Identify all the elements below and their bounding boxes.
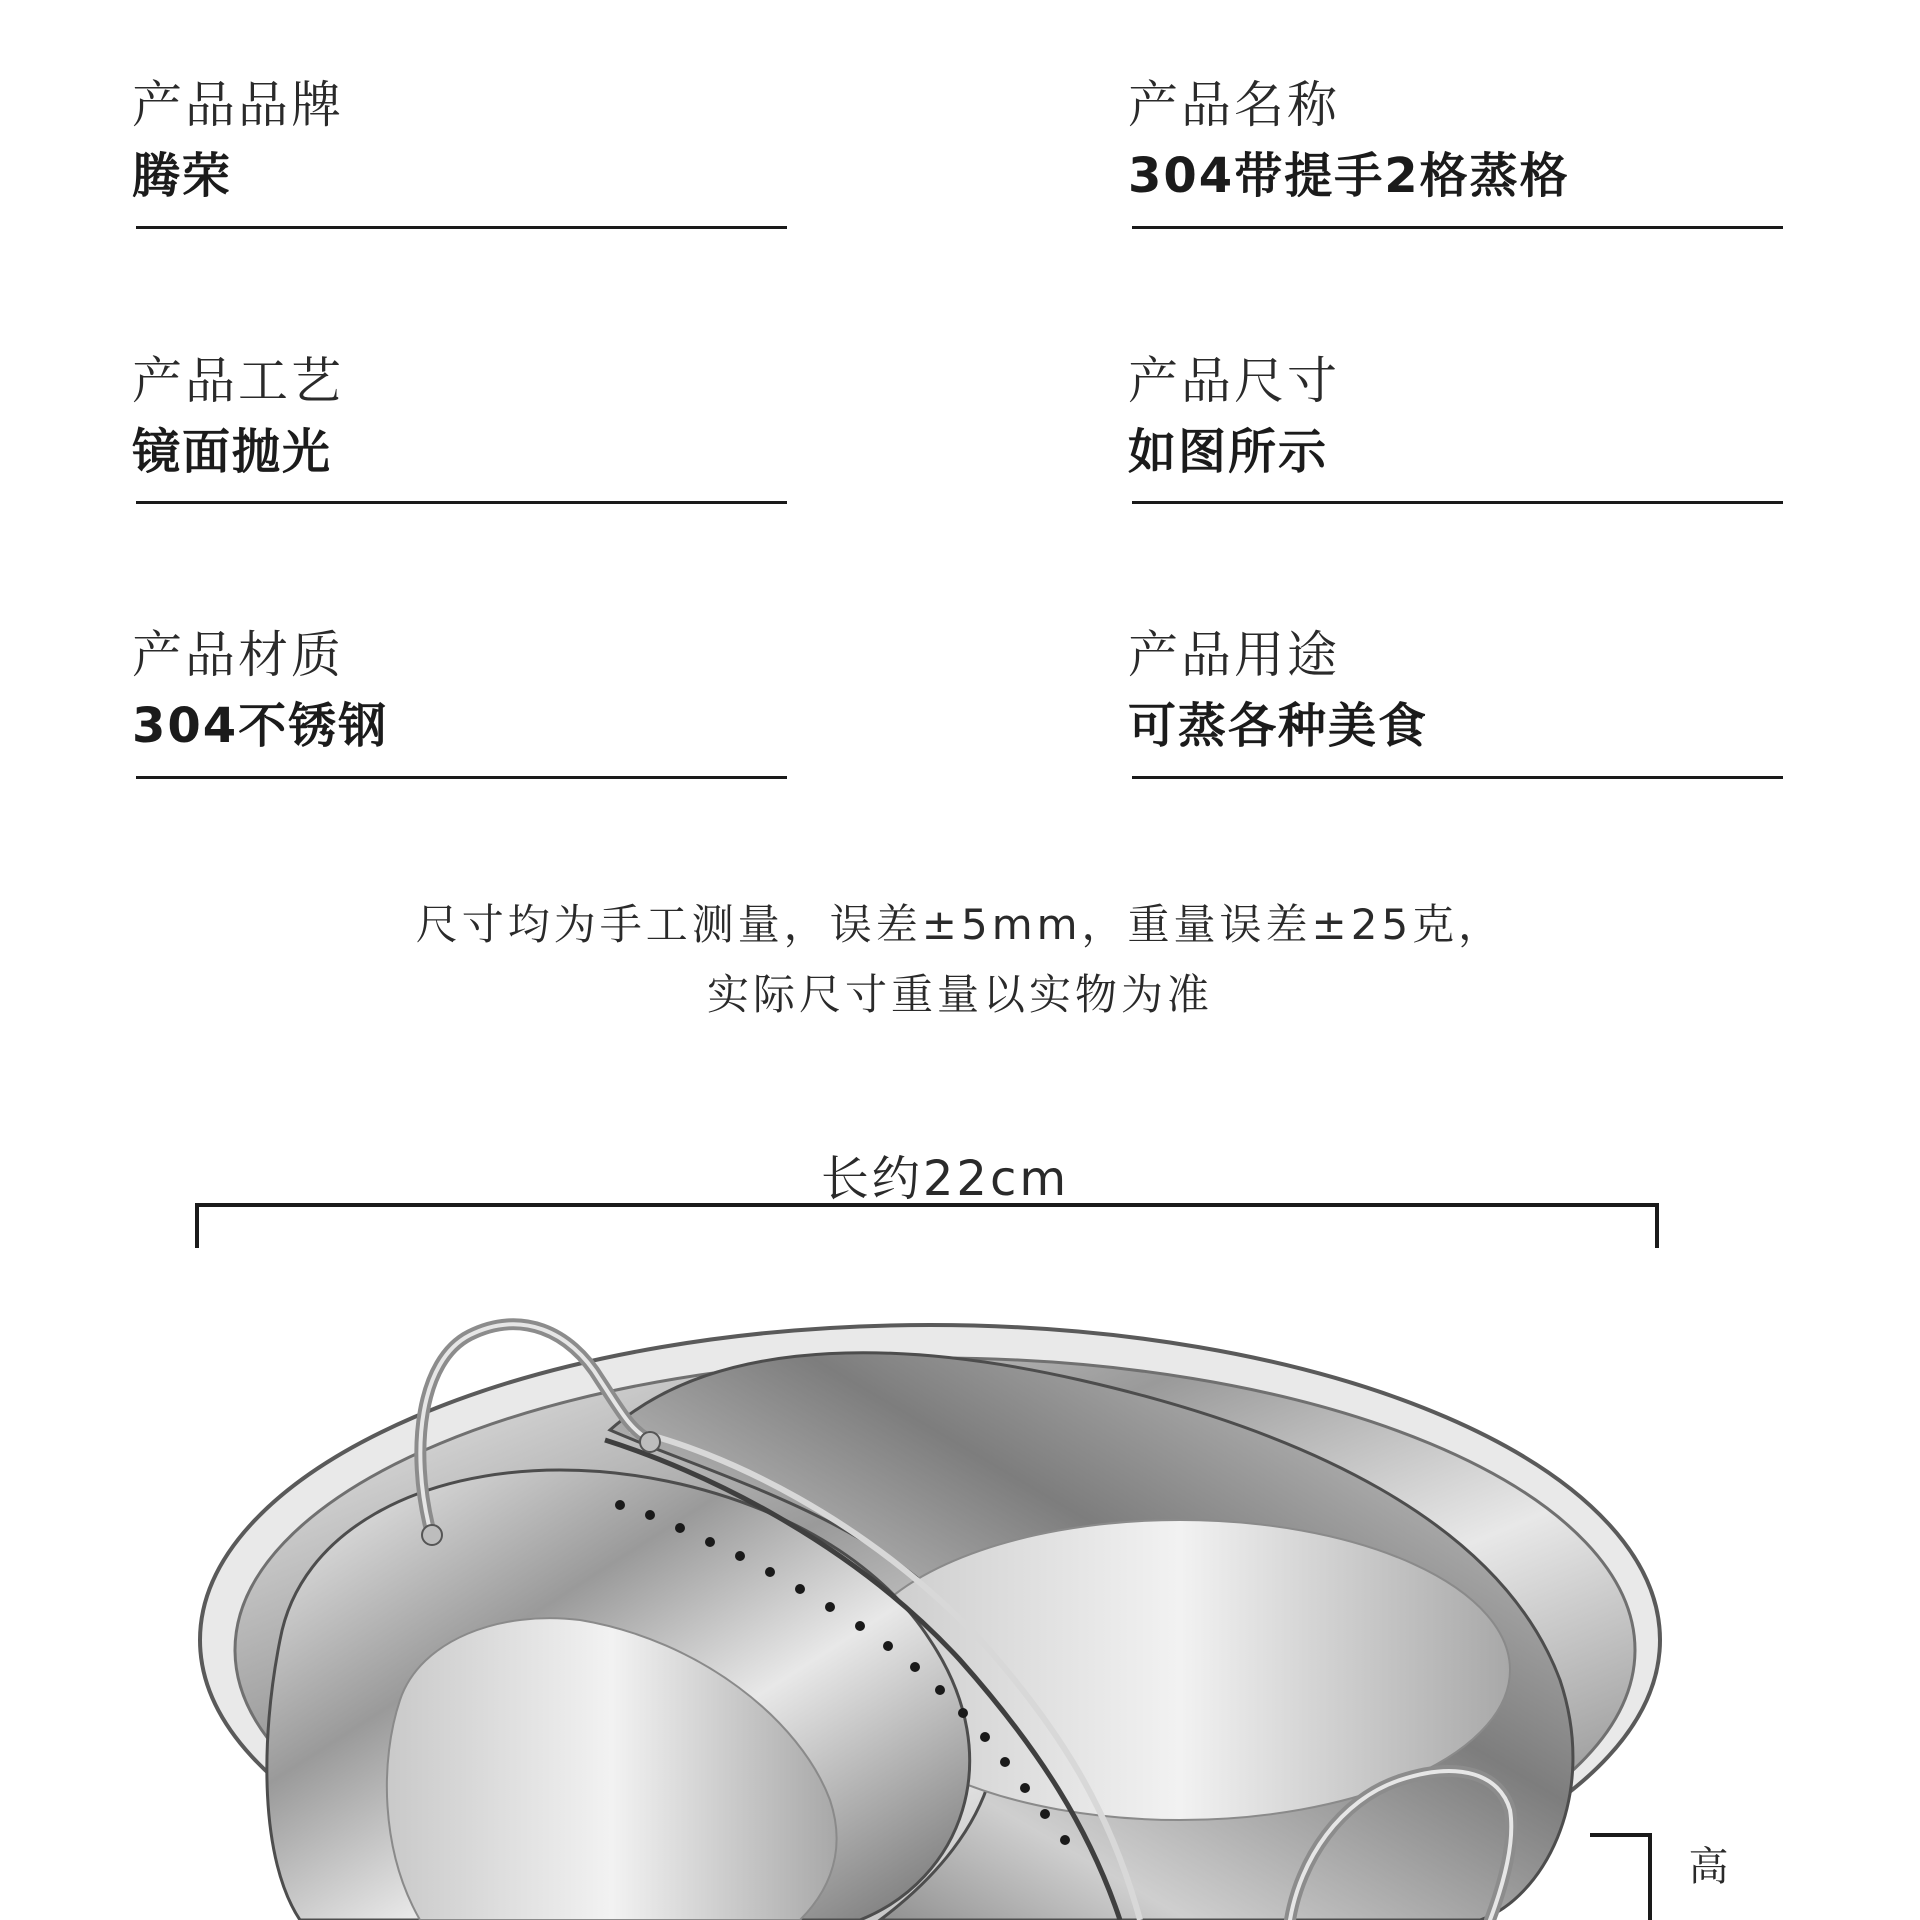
- height-dimension-label: 高: [1682, 1845, 1728, 1885]
- spec-label: 产品工艺: [132, 352, 344, 410]
- spec-label: 产品材质: [132, 626, 344, 684]
- spec-label: 产品尺寸: [1128, 352, 1340, 410]
- height-dimension-bracket: [1590, 1835, 1650, 1920]
- handle-rivet: [640, 1432, 660, 1452]
- spec-label: 产品品牌: [132, 76, 344, 134]
- measurement-note-line1: 尺寸均为手工测量，误差±5mm，重量误差±25克，: [415, 900, 1505, 949]
- length-dimension-label: 长约22cm: [820, 1151, 1070, 1207]
- spec-value: 304不锈钢: [132, 698, 389, 754]
- spec-value: 可蒸各种美食: [1128, 698, 1429, 754]
- spec-value: 304带提手2格蒸格: [1128, 148, 1570, 204]
- handle-rivet: [422, 1525, 442, 1545]
- spec-label: 产品用途: [1128, 626, 1340, 684]
- length-dimension-bracket: [197, 1205, 1657, 1248]
- spec-value: 如图所示: [1128, 424, 1329, 480]
- spec-label: 产品名称: [1128, 76, 1340, 134]
- measurement-note-line2: 实际尺寸重量以实物为准: [706, 970, 1213, 1019]
- spec-value: 腾荣: [132, 148, 233, 204]
- spec-value: 镜面抛光: [132, 424, 333, 480]
